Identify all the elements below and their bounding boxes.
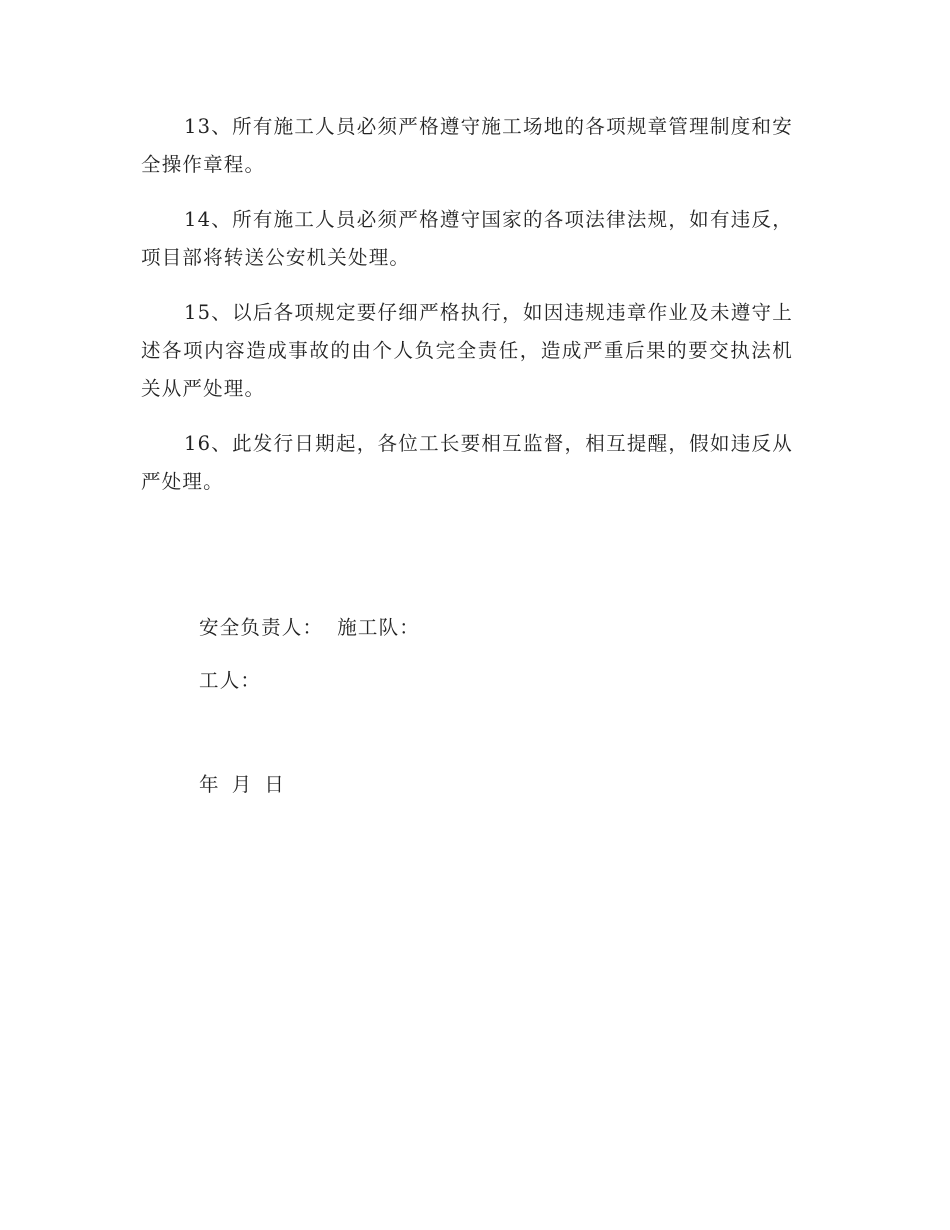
- regulation-item-15: 15、以后各项规定要仔细严格执行，如因违规违章作业及未遵守上述各项内容造成事故的由个人负完全责任，造成严重后果的要交执法机关从严处理。: [141, 301, 793, 400]
- safety-officer-label: 安全负责人：: [199, 616, 324, 639]
- signature-line-worker: [199, 666, 261, 696]
- date-month: 月: [231, 773, 253, 796]
- date-day: 日: [264, 773, 286, 796]
- regulations-body: [141, 108, 793, 518]
- construction-team-label: 施工队：: [337, 616, 421, 639]
- worker-label: 工人：: [199, 669, 262, 692]
- signature-line-officers: [199, 613, 420, 643]
- date-year: 年: [199, 773, 220, 796]
- regulation-item-16: 16、此发行日期起，各位工长要相互监督，相互提醒，假如违反从严处理。: [141, 432, 793, 493]
- regulation-item-13: 13、所有施工人员必须严格遵守施工场地的各项规章管理制度和安全操作章程。: [141, 115, 793, 176]
- date-line: [199, 770, 285, 800]
- regulation-item-14: 14、所有施工人员必须严格遵守国家的各项法律法规，如有违反，项目部将转送公安机关处理。: [141, 208, 793, 269]
